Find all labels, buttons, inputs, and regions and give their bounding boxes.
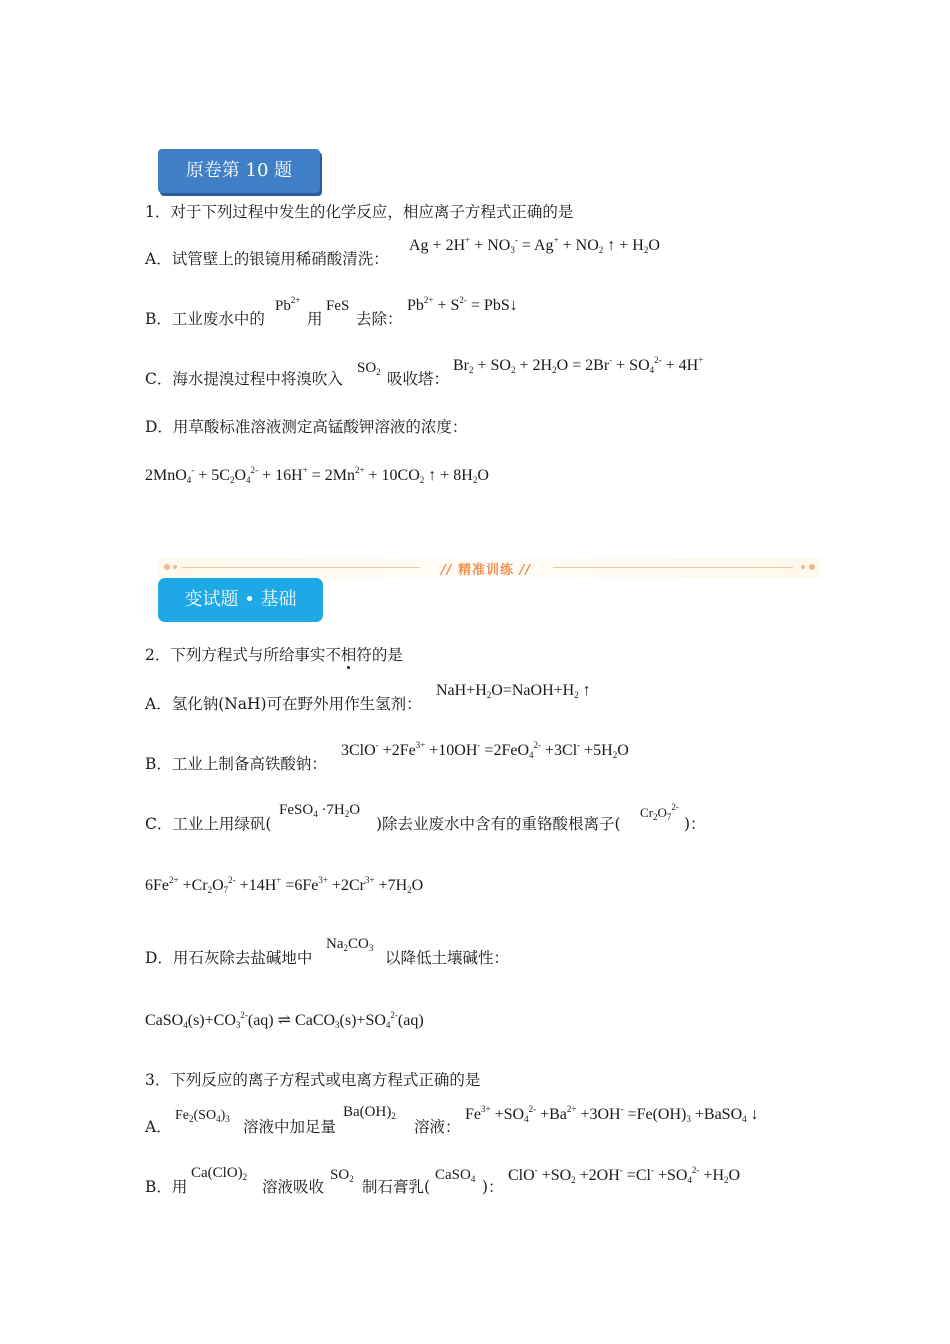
q1-option-b-text3: 去除： (356, 310, 403, 328)
q3-stem: 3．下列反应的离子方程式或电离方程式正确的是 (145, 1071, 481, 1089)
q2-option-c-text3: )： (684, 815, 706, 833)
q1-option-c-text1: C．海水提溴过程中将溴吹入 (145, 370, 343, 388)
q1-option-c-text2: 吸收塔： (387, 370, 450, 388)
q1-option-c-gas: $SO_2$ (357, 360, 381, 377)
q1-option-c-equation: $Br_2 + SO_2 + 2H_2O = 2Br^- + SO_4^{2-} + 4H^+$ (453, 355, 704, 375)
q2-option-c-text1: C．工业上用绿矾( (145, 815, 272, 833)
banner-title-text: 精准训练 (458, 563, 515, 578)
q3-option-a-base: $Ba(OH)_2$ (343, 1104, 396, 1121)
q2-option-c-reagent: FeSO$_4$ $\cdot 7H_2O$ (279, 802, 361, 819)
q3-option-a-salt: $Fe_2(SO_4)_3$ (175, 1108, 230, 1124)
q2-option-c-ion: $Cr_2O_7^{2-}$ (640, 802, 679, 822)
banner-line-right (553, 567, 793, 568)
q1-option-b-equation: $Pb^{2+} + S^{2-}$ = PbS↓ (407, 295, 518, 314)
q1-option-d-equation: $2MnO_4^- + 5C_2O_4^{2-} + 16H^+ = 2Mn^{2+} + 10CO_2$ ↑ + $8H_2O$ (145, 465, 489, 485)
training-banner (158, 558, 820, 578)
q2-option-b-text: B．工业上制备高铁酸钠： (145, 755, 327, 773)
q2-stem-post: 的是 (371, 646, 403, 664)
q2-option-c-equation: $6Fe^{2+} +Cr_2O_7^{2-} +14H^+ =6Fe^{3+} +2Cr^{3+} +7H_2O$ (145, 875, 424, 895)
q2-stem (145, 648, 403, 664)
q3-option-b-text4: )： (482, 1178, 504, 1196)
banner-slash-icon: // (519, 563, 532, 578)
q2-option-d-salt: $Na_2CO_3$ (326, 936, 374, 953)
q3-option-a-text2: 溶液中加足量 (243, 1118, 337, 1136)
q3-option-b-product: CaSO$_4$ (435, 1167, 476, 1184)
original-question-badge: 原卷第 10 题 (158, 149, 320, 193)
q2-option-d-text1: D．用石灰除去盐碱地中 (145, 949, 313, 967)
q2-option-b-equation: $3ClO^- +2Fe^{3+} +10OH^- =2FeO_4^{2-} +3Cl^- +5H_2O$ (341, 740, 629, 760)
q1-option-d-text: D．用草酸标准溶液测定高锰酸钾溶液的浓度： (145, 418, 468, 436)
banner-title (441, 559, 531, 578)
q2-option-a-text: A．氢化钠(NaH)可在野外用作生氢剂： (145, 695, 422, 713)
q1-option-a-text: A．试管壁上的银镜用稀硝酸清洗： (145, 250, 389, 268)
q3-option-a-equation: $Fe^{3+} +SO_4^{2-} +Ba^{2+} +3OH^- =Fe(OH)_3$ +BaSO$_4$ ↓ (465, 1104, 759, 1124)
q3-option-b-reagent: $Ca(ClO)_2$ (191, 1165, 248, 1182)
q2-stem-pre: 2．下列方程式与所给事实 (145, 646, 326, 664)
q1-option-a-equation: $Ag + 2H^+ + NO_3^- = Ag^+ + NO_2$ ↑ + $H_2O$ (409, 235, 660, 255)
q3-option-b-text3: 制石膏乳( (362, 1178, 431, 1196)
banner-dot-right (809, 564, 815, 570)
banner-dot-left (164, 564, 170, 570)
q2-option-d-text2: 以降低土壤碱性： (385, 949, 510, 967)
q1-option-b-reagent: FeS (326, 298, 350, 314)
q1-option-b-ion: $Pb^{2+}$ (275, 295, 301, 314)
banner-dot-right-small (801, 565, 805, 569)
q2-stem-emphasis: 不相符 (325, 646, 372, 664)
q3-option-a-text1: A． (145, 1118, 172, 1136)
q1-option-b-text2: 用 (307, 310, 323, 328)
q2-option-a-equation: $NaH+H_2O=NaOH+H_2$ ↑ (436, 682, 591, 700)
q2-option-d-equation: $CaSO_4(s)+CO_3^{2-}(aq)$ ⇌ $CaCO_3(s)+SO_4^{2-}(aq)$ (145, 1010, 424, 1030)
banner-slash-icon: // (441, 563, 453, 578)
q1-option-b-text1: B．工业废水中的 (145, 310, 265, 328)
q1-stem: 1．对于下列过程中发生的化学反应，相应离子方程式正确的是 (145, 203, 574, 221)
q3-option-b-equation: $ClO^- +SO_2 +2OH^- =Cl^- +SO_4^{2-} +H_2O$ (508, 1165, 741, 1185)
q3-option-b-text1: B．用 (145, 1178, 188, 1196)
q3-option-b-gas: $SO_2$ (330, 1167, 354, 1184)
variant-basic-badge: 变试题 • 基础 (158, 578, 323, 622)
banner-line-left (182, 567, 420, 568)
banner-dot-left-small (173, 565, 177, 569)
q3-option-b-text2: 溶液吸收 (262, 1178, 325, 1196)
q2-option-c-text2: )除去业废水中含有的重铬酸根离子( (376, 815, 621, 833)
q3-option-a-text3: 溶液： (414, 1118, 461, 1136)
